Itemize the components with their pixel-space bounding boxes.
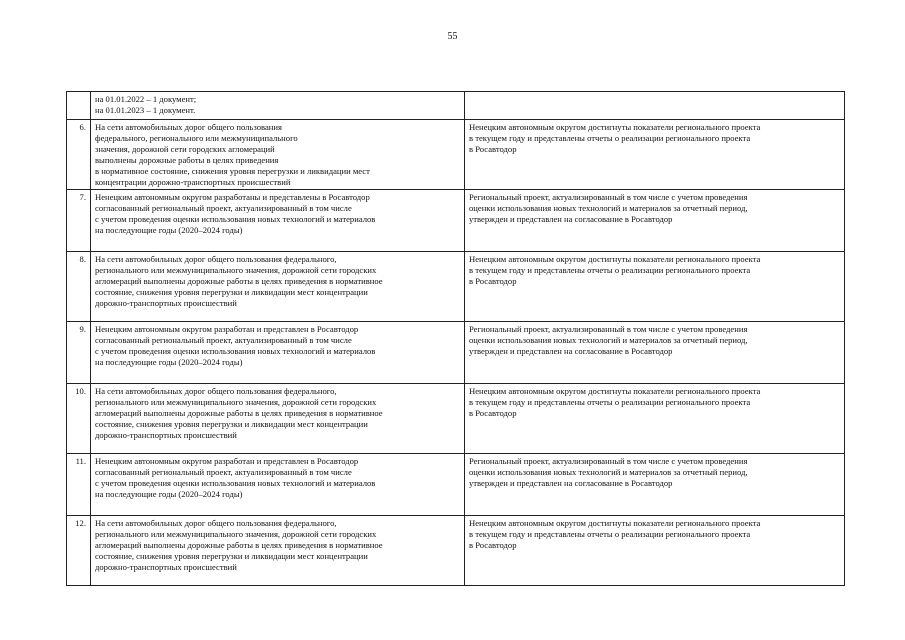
- task-cell: [91, 190, 465, 252]
- text-line: дорожно-транспортных происшествий: [95, 562, 237, 572]
- text-line: состояние, снижения уровня перегрузки и ликвидации мест концентрации: [95, 551, 368, 561]
- result-cell: [465, 322, 845, 384]
- text-line: оценки использования новых технологий и материалов за отчетный период,: [469, 335, 748, 345]
- table-row: [67, 384, 845, 454]
- result-cell: [465, 190, 845, 252]
- text-line: На сети автомобильных дорог общего пользования федерального,: [95, 254, 337, 264]
- text-line: на 01.01.2022 – 1 документ;: [95, 94, 197, 104]
- text-line: утвержден и представлен на согласование в Росавтодор: [469, 214, 673, 224]
- result-cell: [465, 454, 845, 516]
- text-line: на последующие годы (2020–2024 годы): [95, 357, 243, 367]
- table-row: [67, 92, 845, 120]
- row-number: 9.: [67, 322, 91, 384]
- text-line: согласованный региональный проект, актуализированный в том числе: [95, 203, 352, 213]
- text-line: значения, дорожной сети городских агломераций: [95, 144, 275, 154]
- text-line: агломераций выполнены дорожные работы в целях приведения в нормативное: [95, 276, 383, 286]
- task-cell: [91, 454, 465, 516]
- text-line: утвержден и представлен на согласование в Росавтодор: [469, 346, 673, 356]
- text-line: согласованный региональный проект, актуализированный в том числе: [95, 335, 352, 345]
- task-cell: [91, 252, 465, 322]
- result-cell: [465, 92, 845, 120]
- text-line: Ненецким автономным округом достигнуты показатели регионального проекта: [469, 254, 761, 264]
- text-line: дорожно-транспортных происшествий: [95, 430, 237, 440]
- text-line: состояние, снижения уровня перегрузки и ликвидации мест концентрации: [95, 287, 368, 297]
- result-cell: [465, 252, 845, 322]
- text-line: Ненецким автономным округом разработаны и представлены в Росавтодор: [95, 192, 370, 202]
- result-cell: [465, 384, 845, 454]
- row-number: 11.: [67, 454, 91, 516]
- text-line: с учетом проведения оценки использования новых технологий и материалов: [95, 346, 376, 356]
- row-number: 10.: [67, 384, 91, 454]
- table-row: [67, 454, 845, 516]
- text-line: На сети автомобильных дорог общего пользования: [95, 122, 282, 132]
- text-line: оценки использования новых технологий и материалов за отчетный период,: [469, 203, 748, 213]
- text-line: агломераций выполнены дорожные работы в целях приведения в нормативное: [95, 408, 383, 418]
- row-number: 7.: [67, 190, 91, 252]
- page-number: 55: [447, 31, 458, 42]
- row-number: 6.: [67, 120, 91, 190]
- row-number: 8.: [67, 252, 91, 322]
- table-row: [67, 120, 845, 190]
- text-line: состояние, снижения уровня перегрузки и ликвидации мест концентрации: [95, 419, 368, 429]
- text-line: выполнены дорожные работы в целях приведения: [95, 155, 279, 165]
- text-line: в Росавтодор: [469, 540, 517, 550]
- text-line: Региональный проект, актуализированный в том числе с учетом проведения: [469, 456, 748, 466]
- text-line: дорожно-транспортных происшествий: [95, 298, 237, 308]
- text-line: Ненецким автономным округом разработан и представлен в Росавтодор: [95, 456, 359, 466]
- text-line: Региональный проект, актуализированный в том числе с учетом проведения: [469, 324, 748, 334]
- row-number: [67, 92, 91, 120]
- text-line: согласованный региональный проект, актуализированный в том числе: [95, 467, 352, 477]
- table-row: [67, 322, 845, 384]
- text-line: утвержден и представлен на согласование в Росавтодор: [469, 478, 673, 488]
- task-cell: [91, 516, 465, 586]
- text-line: регионального или межмуниципального значения, дорожной сети городских: [95, 529, 377, 539]
- text-line: в нормативное состояние, снижения уровня перегрузки и ликвидации мест: [95, 166, 370, 176]
- text-line: Региональный проект, актуализированный в том числе с учетом проведения: [469, 192, 748, 202]
- task-cell: [91, 120, 465, 190]
- text-line: в текущем году и представлены отчеты о реализации регионального проекта: [469, 529, 751, 539]
- table-row: [67, 252, 845, 322]
- document-table: [66, 91, 845, 586]
- task-cell: [91, 384, 465, 454]
- text-line: с учетом проведения оценки использования новых технологий и материалов: [95, 214, 376, 224]
- text-line: с учетом проведения оценки использования новых технологий и материалов: [95, 478, 376, 488]
- text-line: федерального, регионального или межмуниципального: [95, 133, 298, 143]
- text-line: в текущем году и представлены отчеты о реализации регионального проекта: [469, 397, 751, 407]
- text-line: агломераций выполнены дорожные работы в целях приведения в нормативное: [95, 540, 383, 550]
- text-line: на последующие годы (2020–2024 годы): [95, 225, 243, 235]
- text-line: Ненецким автономным округом достигнуты показатели регионального проекта: [469, 518, 761, 528]
- task-cell: [91, 92, 465, 120]
- result-cell: [465, 516, 845, 586]
- task-cell: [91, 322, 465, 384]
- table-body: [67, 92, 845, 586]
- table-row: [67, 190, 845, 252]
- text-line: оценки использования новых технологий и материалов за отчетный период,: [469, 467, 748, 477]
- text-line: регионального или межмуниципального значения, дорожной сети городских: [95, 265, 377, 275]
- text-line: На сети автомобильных дорог общего пользования федерального,: [95, 518, 337, 528]
- text-line: Ненецким автономным округом достигнуты показатели регионального проекта: [469, 122, 761, 132]
- text-line: в текущем году и представлены отчеты о реализации регионального проекта: [469, 265, 751, 275]
- text-line: Ненецким автономным округом разработан и представлен в Росавтодор: [95, 324, 359, 334]
- text-line: на последующие годы (2020–2024 годы): [95, 489, 243, 499]
- text-line: регионального или межмуниципального значения, дорожной сети городских: [95, 397, 377, 407]
- text-line: в текущем году и представлены отчеты о реализации регионального проекта: [469, 133, 751, 143]
- text-line: в Росавтодор: [469, 276, 517, 286]
- text-line: в Росавтодор: [469, 408, 517, 418]
- table-row: [67, 516, 845, 586]
- text-line: Ненецким автономным округом достигнуты показатели регионального проекта: [469, 386, 761, 396]
- text-line: концентрации дорожно-транспортных происшествий: [95, 177, 291, 187]
- text-line: На сети автомобильных дорог общего пользования федерального,: [95, 386, 337, 396]
- text-line: на 01.01.2023 – 1 документ.: [95, 105, 196, 115]
- text-line: в Росавтодор: [469, 144, 517, 154]
- result-cell: [465, 120, 845, 190]
- row-number: 12.: [67, 516, 91, 586]
